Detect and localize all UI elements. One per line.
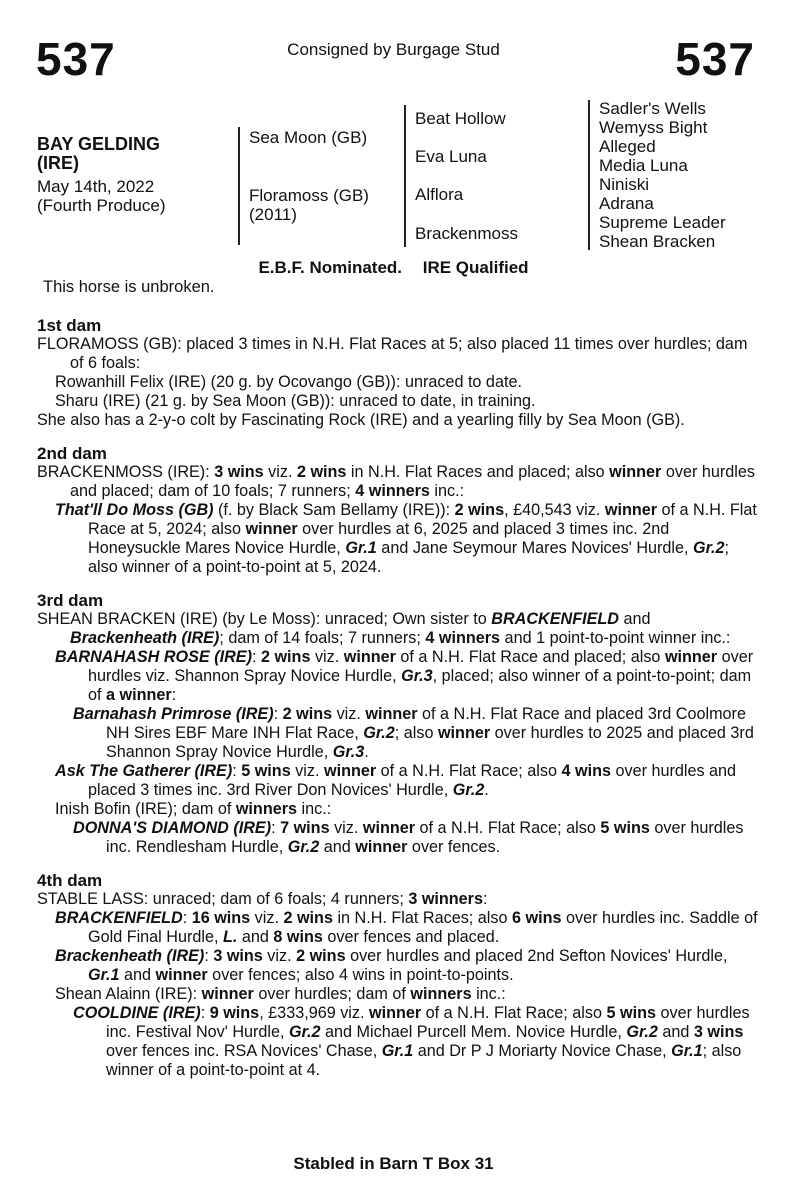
stabling-info: Stabled in Barn T Box 31 bbox=[293, 1154, 494, 1173]
third-dam-section bbox=[37, 591, 759, 857]
section-title: 4th dam bbox=[37, 871, 103, 890]
progeny-entry: BARNAHASH ROSE (IRE): 2 wins viz. winner of a N.H. Flat Race and placed; also winner over hurdles viz. Shannon Spray Novice Hurdle, Gr.3, placed; also winner of a point-to-point; dam of a winner: bbox=[55, 648, 754, 704]
second-dam-section bbox=[37, 444, 759, 577]
unbroken-note: This horse is unbroken. bbox=[43, 278, 215, 296]
fourth-dam-section bbox=[37, 871, 759, 1080]
dam-entry: SHEAN BRACKEN (IRE) (by Le Moss): unraced; Own sister to BRACKENFIELD and Brackenheath (IRE); dam of 14 foals; 7 runners; 4 winners and 1 point-to-point winner inc.: bbox=[37, 610, 731, 647]
section-title: 2nd dam bbox=[37, 444, 107, 463]
pedigree-sire: Sea Moon (GB) bbox=[249, 128, 368, 147]
progeny-entry: DONNA'S DIAMOND (IRE): 7 wins viz. winner of a N.H. Flat Race; also 5 wins over hurdles inc. Rendlesham Hurdle, Gr.2 and winner over fences. bbox=[73, 819, 744, 856]
pedigree-gen3-item: Sadler's Wells bbox=[599, 99, 706, 118]
horse-title-line1: BAY GELDING bbox=[37, 134, 161, 154]
consignor: Consigned by Burgage Stud bbox=[287, 40, 500, 59]
progeny-entry: Brackenheath (IRE): 3 wins viz. 2 wins over hurdles and placed 2nd Sefton Novices' Hurdle, Gr.1 and winner over fences; also 4 wins in point-to-points. bbox=[55, 947, 728, 984]
dam-note: She also has a 2-y-o colt by Fascinating Rock (IRE) and a yearling filly by Sea Moon (GB). bbox=[37, 411, 685, 429]
progeny-entry: Inish Bofin (IRE); dam of winners inc.: bbox=[55, 800, 332, 818]
progeny-entry: Shean Alainn (IRE): winner over hurdles; dam of winners inc.: bbox=[55, 985, 506, 1003]
dam-entry: BRACKENMOSS (IRE): 3 wins viz. 2 wins in N.H. Flat Races and placed; also winner over hurdles and placed; dam of 10 foals; 7 runners; 4 winners inc.: bbox=[37, 463, 755, 500]
pedigree-gen2-item: Alflora bbox=[415, 185, 464, 204]
pedigree-gen2-item: Beat Hollow bbox=[415, 109, 506, 128]
dam-entry: FLORAMOSS (GB): placed 3 times in N.H. Flat Races at 5; also placed 11 times over hurdles; dam of 6 foals: bbox=[37, 335, 748, 372]
pedigree-divider-2 bbox=[404, 105, 406, 247]
produce-note: (Fourth Produce) bbox=[37, 196, 166, 215]
foaled-date: May 14th, 2022 bbox=[37, 177, 155, 196]
pedigree-dam: Floramoss (GB) bbox=[249, 186, 369, 205]
horse-foaled bbox=[37, 177, 166, 215]
catalogue-body bbox=[37, 316, 759, 1094]
progeny-entry: That'll Do Moss (GB) (f. by Black Sam Bellamy (IRE)): 2 wins, £40,543 viz. winner of a N.H. Flat Race at 5, 2024; also winner over hurdles at 6, 2025 and placed 3 times inc. 2nd Honeysuckle Mares Novice Hurdle, Gr.1 and Jane Seymour Mares Novices' Hurdle, Gr.2; also winner of a point-to-point at 5, 2024. bbox=[55, 501, 757, 576]
pedigree-dam-year: (2011) bbox=[249, 205, 297, 224]
pedigree-gen2-item: Eva Luna bbox=[415, 147, 487, 166]
pedigree-gen3-item: Niniski bbox=[599, 175, 650, 194]
pedigree-gen3-item: Alleged bbox=[599, 137, 656, 156]
foal-entry: Sharu (IRE) (21 g. by Sea Moon (GB)): unraced to date, in training. bbox=[55, 392, 536, 410]
foal-entry: Rowanhill Felix (IRE) (20 g. by Ocovango (GB)): unraced to date. bbox=[55, 373, 522, 391]
pedigree-gen3-item: Wemyss Bight bbox=[599, 118, 708, 137]
horse-title bbox=[37, 135, 160, 173]
pedigree-divider-3 bbox=[588, 100, 590, 250]
pedigree-gen3-item: Supreme Leader bbox=[599, 213, 726, 232]
horse-title-line2: (IRE) bbox=[37, 153, 79, 173]
progeny-entry: BRACKENFIELD: 16 wins viz. 2 wins in N.H. Flat Races; also 6 wins over hurdles inc. Saddle of Gold Final Hurdle, L. and 8 wins over fences and placed. bbox=[55, 909, 758, 946]
pedigree-gen2-item: Brackenmoss bbox=[415, 224, 518, 243]
nominations bbox=[0, 258, 787, 278]
pedigree-gen3-item: Shean Bracken bbox=[599, 232, 716, 251]
section-title: 3rd dam bbox=[37, 591, 104, 610]
ebf-nominated: E.B.F. Nominated. bbox=[258, 258, 403, 277]
progeny-entry: Ask The Gatherer (IRE): 5 wins viz. winner of a N.H. Flat Race; also 4 wins over hurdles and placed 3 times inc. 3rd River Don Novices' Hurdle, Gr.2. bbox=[55, 762, 737, 799]
pedigree-gen3-item: Adrana bbox=[599, 194, 654, 213]
first-dam-section bbox=[37, 316, 759, 430]
progeny-entry: Barnahash Primrose (IRE): 2 wins viz. winner of a N.H. Flat Race and placed 3rd Coolmore NH Sires EBF Mare INH Flat Race, Gr.2; also winner over hurdles to 2025 and placed 3rd Shannon Spray Novice Hurdle, Gr.3. bbox=[73, 705, 754, 761]
section-title: 1st dam bbox=[37, 316, 102, 335]
progeny-entry: COOLDINE (IRE): 9 wins, £333,969 viz. winner of a N.H. Flat Race; also 5 wins over hurdles inc. Festival Nov' Hurdle, Gr.2 and Michael Purcell Mem. Novice Hurdle, Gr.2 and 3 wins over fences inc. RSA Novices' Chase, Gr.1 and Dr P J Moriarty Novice Chase, Gr.1; also winner of a point-to-point at 4. bbox=[73, 1004, 750, 1079]
dam-entry: STABLE LASS: unraced; dam of 6 foals; 4 runners; 3 winners: bbox=[37, 890, 488, 908]
ire-qualified: IRE Qualified bbox=[422, 258, 529, 277]
pedigree-divider-1 bbox=[238, 127, 240, 245]
lot-number-right: 537 bbox=[675, 33, 755, 85]
lot-number-left: 537 bbox=[36, 33, 116, 85]
pedigree-gen3-item: Media Luna bbox=[599, 156, 688, 175]
